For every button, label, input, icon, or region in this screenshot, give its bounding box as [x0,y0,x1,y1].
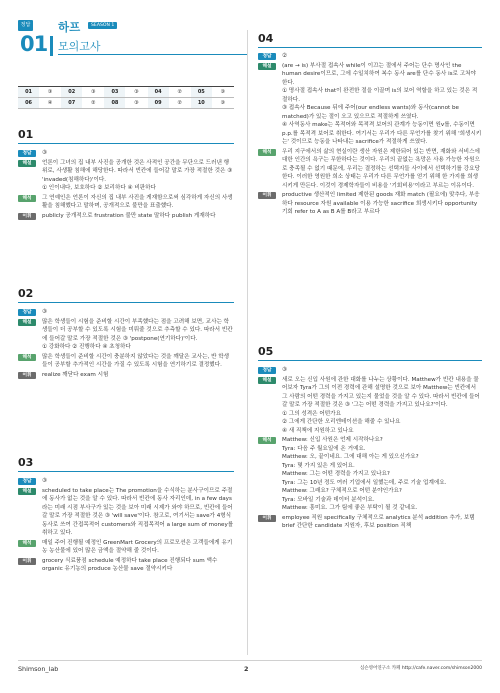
question-rule [258,47,482,48]
answer-cell: ③ [125,87,147,98]
dialogue-line: Matthew: 흥미요. 그가 팀에 좋은 부탁이 될 것 같네요. [282,505,418,511]
answer-cell: ③ [82,87,104,98]
answer-cell: ③ [39,87,61,98]
translation-tag: 해석 [18,195,36,202]
answer-cell: ③ [212,87,234,98]
translation-text: 우리 지구에서의 삶의 현실이란 생산 자원은 제한되어 있는 반면, 재화와 서비스에 대한 인간의 욕구는 무한하다는 것이다. 우리의 끝없는 욕망은 사용 가능한 자원으로 충족될 수 없기 때문에, 우리는 결정하는 선택지들 사이에서 선택하기를 강요당한다. 이러한 영원한 희소 상태는 우리가 다른 무언가를 얻기 위해 한 가지를 희생시키게 만든다. 이것이 경제학자들이 비용을 '기회비용'이라고 부르는 이유이다. [282,148,480,189]
explanation-tag: 해설 [18,160,36,167]
header-tag: 정답 [18,20,33,31]
translation-tag: 해석 [18,354,36,361]
vocabulary-text: publicly 공개적으로 frustration 불만 state 말하다 publish 게재하다 [42,212,216,219]
question-number-cell: 09 [148,98,169,109]
answer-cell: ③ [125,98,147,109]
vocabulary-text: realize 깨닫다 exam 시험 [42,371,109,378]
question-rule [18,302,234,303]
vocabulary-row [18,557,234,574]
header-subtitle: 모의고사 [58,40,101,53]
answer-value: ③ [42,478,48,484]
explanation-choices: ① 인이내다, 보호하다 ② 보리하다 ④ 비판하다 [42,185,156,191]
question-01 [18,149,234,221]
explanation-text: 새로 오는 신입 사원에 관한 대화를 나누는 상황이다. Matthew가 빈칸 내용을 물어보자 Tyra가 그의 이전 경력에 관해 설명한 것으로 보아 Matthew는 빈칸에서 그 사람의 어떤 경력을 가지고 있는지 물었을 것을 알 수 있다. 따라서 빈칸에 들어갈 말로 가장 적절한 것은 ③ '그는 어떤 경력을 가지고 있나요?'이다. [282,376,480,408]
question-rule [18,143,234,144]
vocabulary-tag: 어휘 [258,515,276,522]
answer-row [18,98,234,109]
answer-row [258,52,482,61]
dialogue-line: Matthew: 그는 어떤 경력을 가지고 있나요? [282,471,390,477]
explanation-row [258,376,482,436]
answer-row [18,87,234,98]
header-rule [58,54,248,55]
question-number-cell: 03 [104,87,125,98]
question-number-cell: 10 [191,98,212,109]
question-number: 05 [258,345,274,358]
explanation-text: (are → is) 부사절 접속사 while이 이끄는 절에서 주어는 단수 명사인 the human desire이므로, 그에 수일치하여 복수 동사 are를 단수 동사 is로 고쳐야 한다. [282,62,476,86]
explanation-row [18,159,234,193]
explanation-point-3: ③ 접속사 Because 뒤에 주어(our endless wants)와 동사(cannot be matched)가 있는 절이 오고 있으므로 적절하게 쓰였다. [282,105,459,120]
translation-row [258,436,482,513]
question-number-cell: 07 [61,98,82,109]
question-rule [18,471,234,472]
dialogue-line: Matthew: 오, 끝이네요. 그에 대해 아는 게 있으신가요? [282,454,419,460]
explanation-choice-4: ④ 새 직책에 지원하고 있나요 [282,427,354,434]
explanation-choice-2: ② 그에게 간단한 오리엔테이션을 해줄 수 있나요 [282,419,401,425]
answer-cell: ③ [212,98,234,109]
dialogue-line: Tyra: 다음 주 월요일에 온 거예요. [282,445,366,452]
page-header [18,14,233,60]
question-04 [258,52,482,218]
explanation-row [258,62,482,147]
question-number-cell: 06 [18,98,39,109]
footer-cafe-link[interactable]: 심슨영어연구소 카페 http://cafe.naver.com/shimson2000 [359,666,482,671]
dialogue-line: Tyra: 몇 가지 있은 게 있어요. [282,462,355,469]
dialogue-line: Tyra: 그는 10년 정도 여러 기업에서 일했는데, 주로 기술 업계에요. [282,479,447,486]
answer-row [18,477,234,486]
header-accent-bar [50,36,53,56]
translation-text: 그 연예인은 언론이 자신의 집 내부 사진을 게재함으로써 심각하게 자신의 사생활을 침해했다고 말하며, 공개적으로 불만을 표출했다. [42,194,233,209]
answer-value: ② [282,53,288,59]
vocabulary-row [258,514,482,531]
vocabulary-row [258,191,482,217]
answer-cell: ② [82,98,104,109]
question-number: 04 [258,32,274,45]
answer-cell: ② [169,98,191,109]
translation-row [18,194,234,211]
vocabulary-tag: 어휘 [18,213,36,220]
dialogue-line: Matthew: 신입 사원은 언제 시작하나요? [282,437,383,443]
translation-tag: 해석 [258,149,276,156]
question-03 [18,477,234,575]
explanation-choice-1: ① 그의 성격은 어떤가요 [282,410,341,417]
explanation-tag: 해설 [18,488,36,495]
explanation-text: scheduled to take place는 The promotion을 수식하는 분사구이므로 주절에 동사가 없는 것을 알 수 있다. 따라서 빈칸에 동사 자리인데, in a few days라는 미래 시점 부사구가 있는 것을 보아 미래 시제가 와야 하므로, 빈칸에 들어갈 말로 가장 적절한 것은 ③ 'will save'이다. 참고로, 여기서는 save가 4형식 동사로 쓰여 간접목적어 customers와 직접목적어 a large sum of money를 취하고 있다. [42,487,234,536]
dialogue-line: Tyra: 모바일 기술과 데이터 분석이요. [282,496,375,503]
vocabulary-row [18,212,234,221]
answer-tag: 정답 [258,367,276,374]
explanation-point-4: ④ 사역동사 make는 목적어와 목적격 보어의 관계가 능동이면 원v를, 수동이면 p.p.를 목적격 보어로 취한다. 여기서는 우리가 다른 무언가를 찾기 위해 '희생시키는' 것이므로 능동을 나타내는 sacrifice가 적절하게 쓰였다. [282,122,482,145]
answer-tag: 정답 [258,53,276,60]
question-rule [258,360,482,361]
vocabulary-text: grocery 식료품점 schedule 예정하다 take place 진행되다 sum 액수 organic 유기농의 produce 농산물 save 절약시키다 [42,557,218,572]
explanation-text: 언론이 그녀의 집 내부 사진을 공개한 것은 사적인 공간을 무단으로 드러낸 행위로, 사생활 침해에 해당한다. 따라서 빈칸에 들어갈 말로 가장 적절한 것은 ③ 'invaded(침해하다)'이다. [42,159,233,183]
answer-cell: ④ [39,98,61,109]
explanation-tag: 해설 [18,319,36,326]
vocabulary-tag: 어휘 [18,558,36,565]
answer-row [258,366,482,375]
explanation-tag: 해설 [258,63,276,70]
footer-rule [18,660,482,661]
header-title: 하프 [58,20,81,34]
header-number: 01 [20,32,48,56]
question-number-cell: 01 [18,87,39,98]
vocabulary-tag: 어휘 [18,372,36,379]
answer-tag: 정답 [18,478,36,485]
season-badge: SEASON 1 [88,22,117,29]
answer-row [18,308,234,317]
translation-tag: 해석 [18,540,36,547]
vocabulary-tag: 어휘 [258,192,276,199]
explanation-text: 많은 학생들이 시험을 준비할 시간이 부족했다는 점을 고려해 보면, 교사는 학생들이 더 공부할 수 있도록 시험을 미뤄줄 것으로 추측할 수 있다. 따라서 빈칸에 들어갈 말로 가장 적절한 것은 ③ 'postpone(연기하다)'이다. [42,318,233,342]
question-number-cell: 05 [191,87,212,98]
question-number-cell: 02 [61,87,82,98]
question-05 [258,366,482,532]
vocabulary-text: employee 직원 specifically 구체적으로 analytics 분석 addition 추가, 보탬 brief 간단한 candidate 지원자, 후보 position 직책 [282,514,475,529]
answer-value: ③ [42,150,48,156]
question-number-cell: 08 [104,98,125,109]
answer-table [18,86,234,109]
translation-tag: 해석 [258,437,276,444]
answer-tag: 정답 [18,309,36,316]
translation-row [258,148,482,191]
vocabulary-row [18,371,234,380]
column-divider [247,30,248,655]
translation-text: 매일 주어 진행될 예정인 GreenMart Grocery의 프로모션은 고객들에게 유기농 농산물에 있어 많은 금액을 절약해 줄 것이다. [42,539,233,554]
question-number: 01 [18,128,34,141]
answer-value: ③ [282,367,288,373]
vocabulary-text: productive 생산적인 limited 제한된 goods 재화 match (필요에) 맞추다, 부응하다 resource 자원 available 이용 가능한 sacrifice 희생시키다 opportunity 기회 refer to A as B A를 B라고 부르다 [282,192,480,215]
dialogue-line: Matthew: 그래요? 구체적으로 어떤 분야인가요? [282,488,402,494]
explanation-choices: ① 강화하다 ② 진행하다 ④ 초청하다 [42,344,131,350]
question-number: 03 [18,456,34,469]
page-number: 2 [244,665,249,673]
explanation-point-1: ① 명사절 접속사 that이 완전한 절을 이끌며 is의 보어 역할을 하고 있는 것은 적절하다. [282,88,478,103]
explanation-row [18,487,234,538]
question-02 [18,308,234,380]
translation-row [18,539,234,556]
question-number: 02 [18,287,34,300]
explanation-tag: 해설 [258,377,276,384]
translation-text: 많은 학생들이 준비할 시간이 충분하지 않았다는 것을 깨달은 교사는, 반 학생들이 공부할 추가적인 시간을 가질 수 있도록 시험을 연기하기로 결정했다. [42,353,230,368]
answer-row [18,149,234,158]
explanation-row [18,318,234,352]
answer-cell: ② [169,87,191,98]
translation-row [18,353,234,370]
answer-value: ③ [42,309,48,315]
footer-brand: Shimson_lab [18,665,59,673]
question-number-cell: 04 [148,87,169,98]
answer-tag: 정답 [18,150,36,157]
